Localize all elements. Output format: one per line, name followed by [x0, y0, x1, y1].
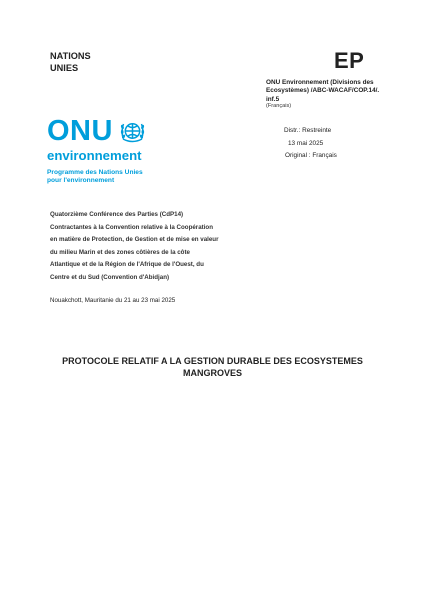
document-title-line2: MANGROVES [182, 368, 242, 378]
un-emblem-icon [119, 118, 146, 150]
org-name-line1: NATIONS [50, 51, 91, 61]
logo-program-line1: Programme des Nations Unies [47, 169, 143, 176]
conference-line: Quatorzième Conférence des Parties (CdP14) [50, 211, 184, 218]
conference-line: du milieu Marin et des zones côtières de la côte [50, 248, 190, 256]
document-symbol-line: Ecosystèmes) /ABC-WACAF/COP.14/. [266, 87, 380, 95]
meeting-location: Nouakchott, Mauritanie du 21 au 23 mai 2025 [50, 297, 176, 304]
document-title [40, 355, 385, 379]
conference-line: en matière de Protection, de Gestion et de mise en valeur [50, 236, 219, 243]
symbol-code: EP [334, 48, 365, 73]
distribution-info [284, 125, 337, 163]
org-name [50, 51, 91, 74]
logo-onu-text: ONU [47, 115, 113, 147]
logo-program-line2: pour l'environnement [47, 177, 115, 185]
org-name-line2: UNIES [50, 62, 79, 73]
logo-environnement-text: environnement [47, 148, 142, 163]
document-title-line1: PROTOCOLE RELATIF A LA GESTION DURABLE DES ECOSYSTEMES [62, 356, 363, 366]
conference-line: Contractantes à la Convention relative à la Coopération [50, 223, 213, 231]
document-symbol-line: ONU Environnement (Divisions des [266, 79, 374, 86]
conference-line: Atlantique et de la Région de l'Afrique de l'Ouest, du [50, 261, 204, 268]
conference-description [50, 209, 219, 284]
language-note: (Français) [266, 103, 292, 109]
conference-line: Centre et du Sud (Convention d'Abidjan) [50, 273, 170, 281]
distribution-status: Distr.: Restreinte [284, 127, 332, 134]
document-date: 13 mai 2025 [288, 139, 324, 147]
logo-program-text [47, 169, 143, 186]
original-language: Original : Français [285, 152, 337, 159]
document-symbol [266, 79, 406, 104]
document-symbol-line: inf.5 [266, 95, 280, 103]
